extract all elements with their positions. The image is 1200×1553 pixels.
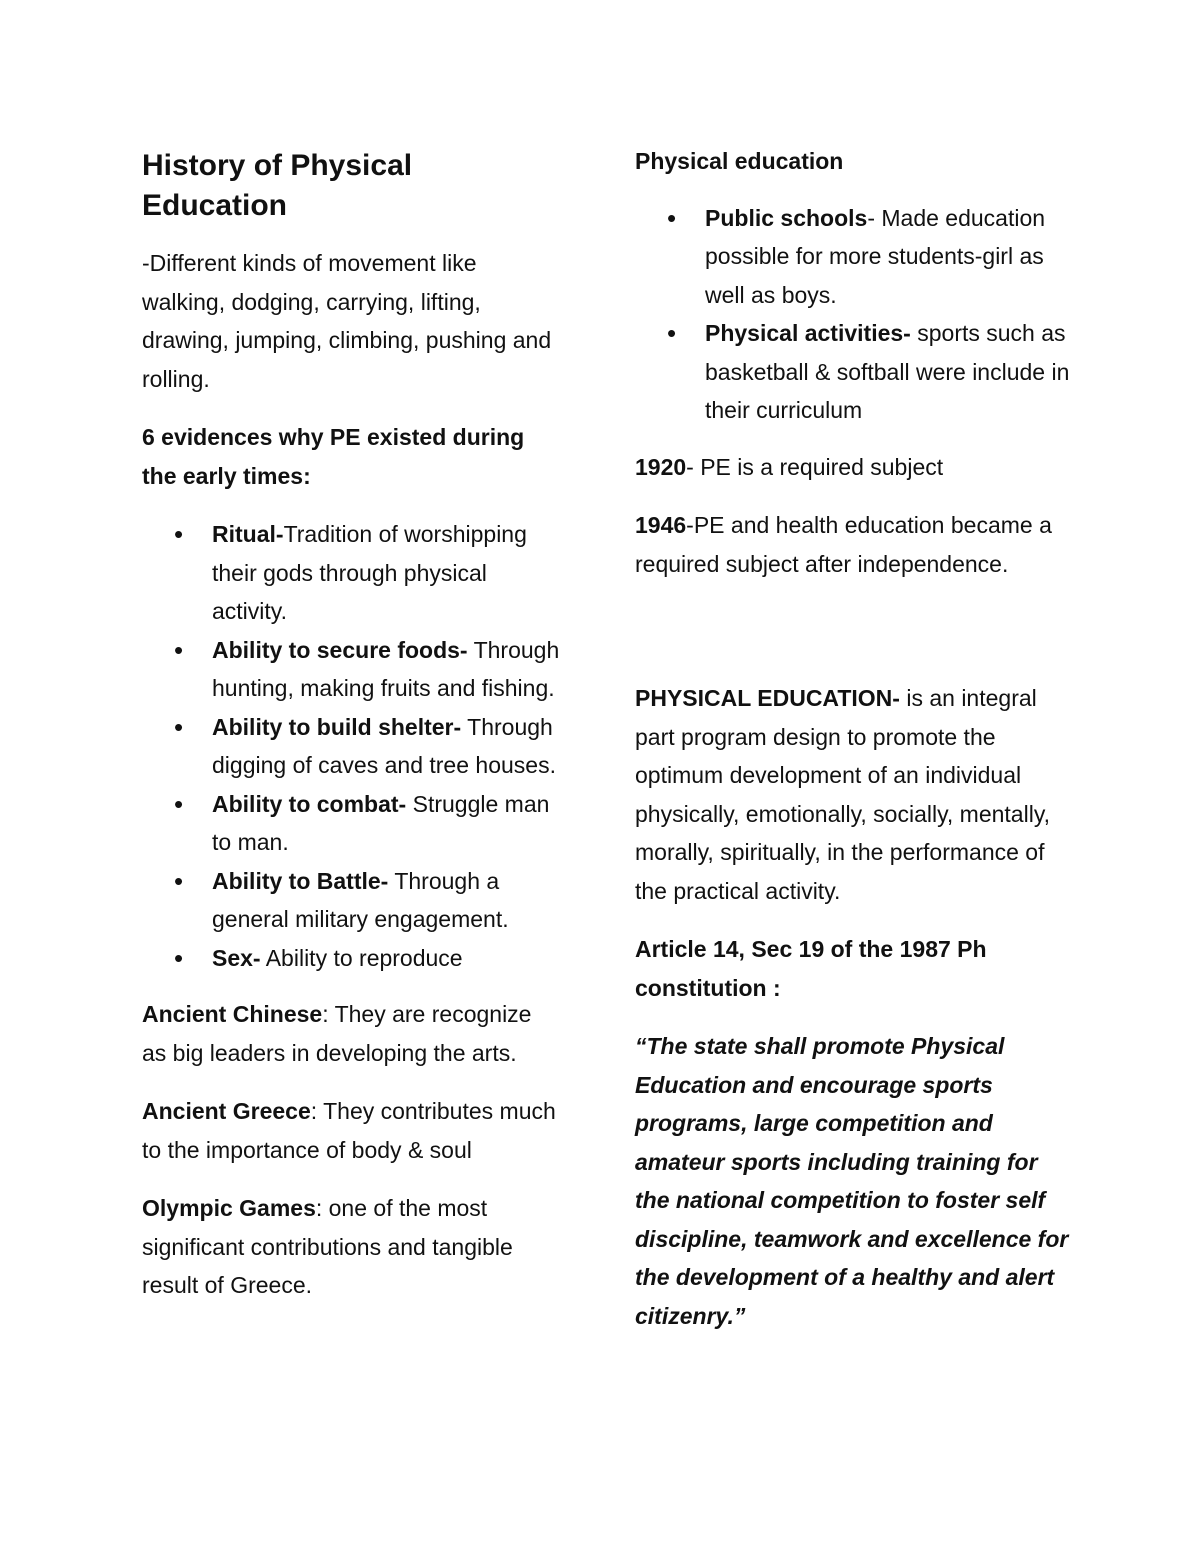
page-title: History of Physical Education (142, 149, 413, 222)
list-item: • Ability to Battle- Through a general military engagement. (142, 862, 562, 939)
list-item: • Ritual-Tradition of worshipping their gods through physical activity. (142, 515, 562, 631)
list-item: • Ability to combat- Struggle man to man. (142, 785, 562, 862)
year-1920-paragraph: 1920- PE is a required subject (635, 453, 944, 480)
list-item: • Physical activities- sports such as basketball & softball were include in their curriculum (635, 314, 1075, 430)
definition-paragraph: PHYSICAL EDUCATION- is an integral part program design to promote the optimum development of an individual physically, emotionally, socially, mentally, morally, spiritually, in the performance of the practical activity. (635, 685, 1050, 904)
list-item: • Public schools- Made education possible for more students-girl as well as boys. (635, 199, 1075, 315)
olympic-games-paragraph: Olympic Games: one of the most significant contributions and tangible result of Greece. (142, 1195, 513, 1298)
ancient-chinese-paragraph: Ancient Chinese: They are recognize as big leaders in developing the arts. (142, 1001, 532, 1066)
evidences-heading: 6 evidences why PE existed during the early times: (142, 424, 525, 489)
physical-education-list (635, 199, 1075, 430)
article-heading: Article 14, Sec 19 of the 1987 Ph constitution : (635, 936, 987, 1001)
ancient-greece-paragraph: Ancient Greece: They contributes much to the importance of body & soul (142, 1098, 556, 1163)
year-1946-paragraph: 1946-PE and health education became a required subject after independence. (635, 512, 1052, 577)
intro-paragraph: -Different kinds of movement like walking, dodging, carrying, lifting, drawing, jumping, climbing, pushing and rolling. (142, 250, 552, 392)
right-column (635, 142, 1075, 1355)
constitution-quote: “The state shall promote Physical Education and encourage sports programs, large competition and amateur sports including training for the national competition to foster self discipline, teamwork and excellence for the development of a healthy and alert citizenry.” (635, 1033, 1069, 1329)
spacer (635, 603, 1075, 679)
list-item: • Ability to secure foods- Through hunting, making fruits and fishing. (142, 631, 562, 708)
list-item: • Sex- Ability to reproduce (142, 939, 562, 978)
physical-education-heading: Physical education (635, 148, 844, 174)
left-column (142, 142, 562, 1325)
list-item: • Ability to build shelter- Through digging of caves and tree houses. (142, 708, 562, 785)
evidences-list (142, 515, 562, 977)
